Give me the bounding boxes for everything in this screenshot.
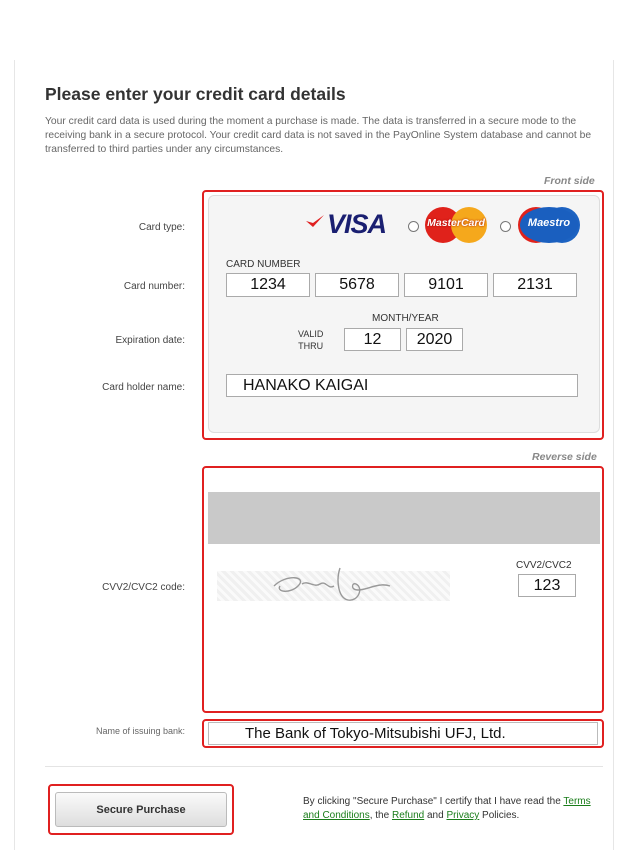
card-number-caption: CARD NUMBER <box>226 259 301 270</box>
cvv-input[interactable]: 123 <box>518 574 576 597</box>
expiration-date-label: Expiration date: <box>115 335 185 346</box>
radio-mastercard[interactable] <box>408 221 419 232</box>
card-number-part-2[interactable]: 5678 <box>315 273 399 297</box>
page-title: Please enter your credit card details <box>45 84 346 104</box>
mastercard-logo[interactable]: MasterCard <box>425 207 487 243</box>
issuing-bank-input[interactable]: The Bank of Tokyo-Mitsubishi UFJ, Ltd. <box>208 722 598 745</box>
month-year-caption: MONTH/YEAR <box>372 313 439 324</box>
card-number-label: Card number: <box>123 281 185 292</box>
card-holder-label: Card holder name: <box>102 382 185 393</box>
divider <box>45 766 603 767</box>
issuing-bank-label: Name of issuing bank: <box>95 726 185 736</box>
card-number-part-4[interactable]: 2131 <box>493 273 577 297</box>
consent-text: By clicking "Secure Purchase" I certify that I have read the Terms and Conditions, the Refund and Privacy Policies. <box>303 796 591 821</box>
card-number-part-1[interactable]: 1234 <box>226 273 310 297</box>
exp-year-input[interactable]: 2020 <box>406 328 463 351</box>
terms-link[interactable]: Terms and Conditions <box>303 796 591 821</box>
valid-thru-caption: VALID THRU <box>298 329 324 351</box>
front-side-label: Front side <box>544 175 595 187</box>
card-holder-input[interactable]: HANAKO KAIGAI <box>226 374 578 397</box>
intro-text: Your credit card data is used during the moment a purchase is made. The data is transferred in a secure mode to the receiving bank in a secure protocol. Your credit card data is not saved in the PayOnline System database and cannot be transferred to third parties under any circumstances. <box>45 116 592 155</box>
cvv-label: CVV2/CVC2 code: <box>102 582 185 593</box>
magnetic-stripe <box>208 492 600 544</box>
refund-link[interactable]: Refund <box>391 810 425 821</box>
card-type-label: Card type: <box>138 222 185 233</box>
privacy-link[interactable]: Privacy <box>446 810 480 821</box>
radio-maestro[interactable] <box>500 221 511 232</box>
signature-image <box>268 560 398 606</box>
card-number-part-3[interactable]: 9101 <box>404 273 488 297</box>
cvv-caption: CVV2/CVC2 <box>516 560 572 571</box>
exp-month-input[interactable]: 12 <box>344 328 401 351</box>
reverse-side-label: Reverse side <box>532 451 597 463</box>
visa-logo[interactable]: VISA <box>327 209 387 239</box>
maestro-logo[interactable]: Maestro <box>518 207 580 243</box>
secure-purchase-button[interactable]: Secure Purchase <box>55 792 227 827</box>
